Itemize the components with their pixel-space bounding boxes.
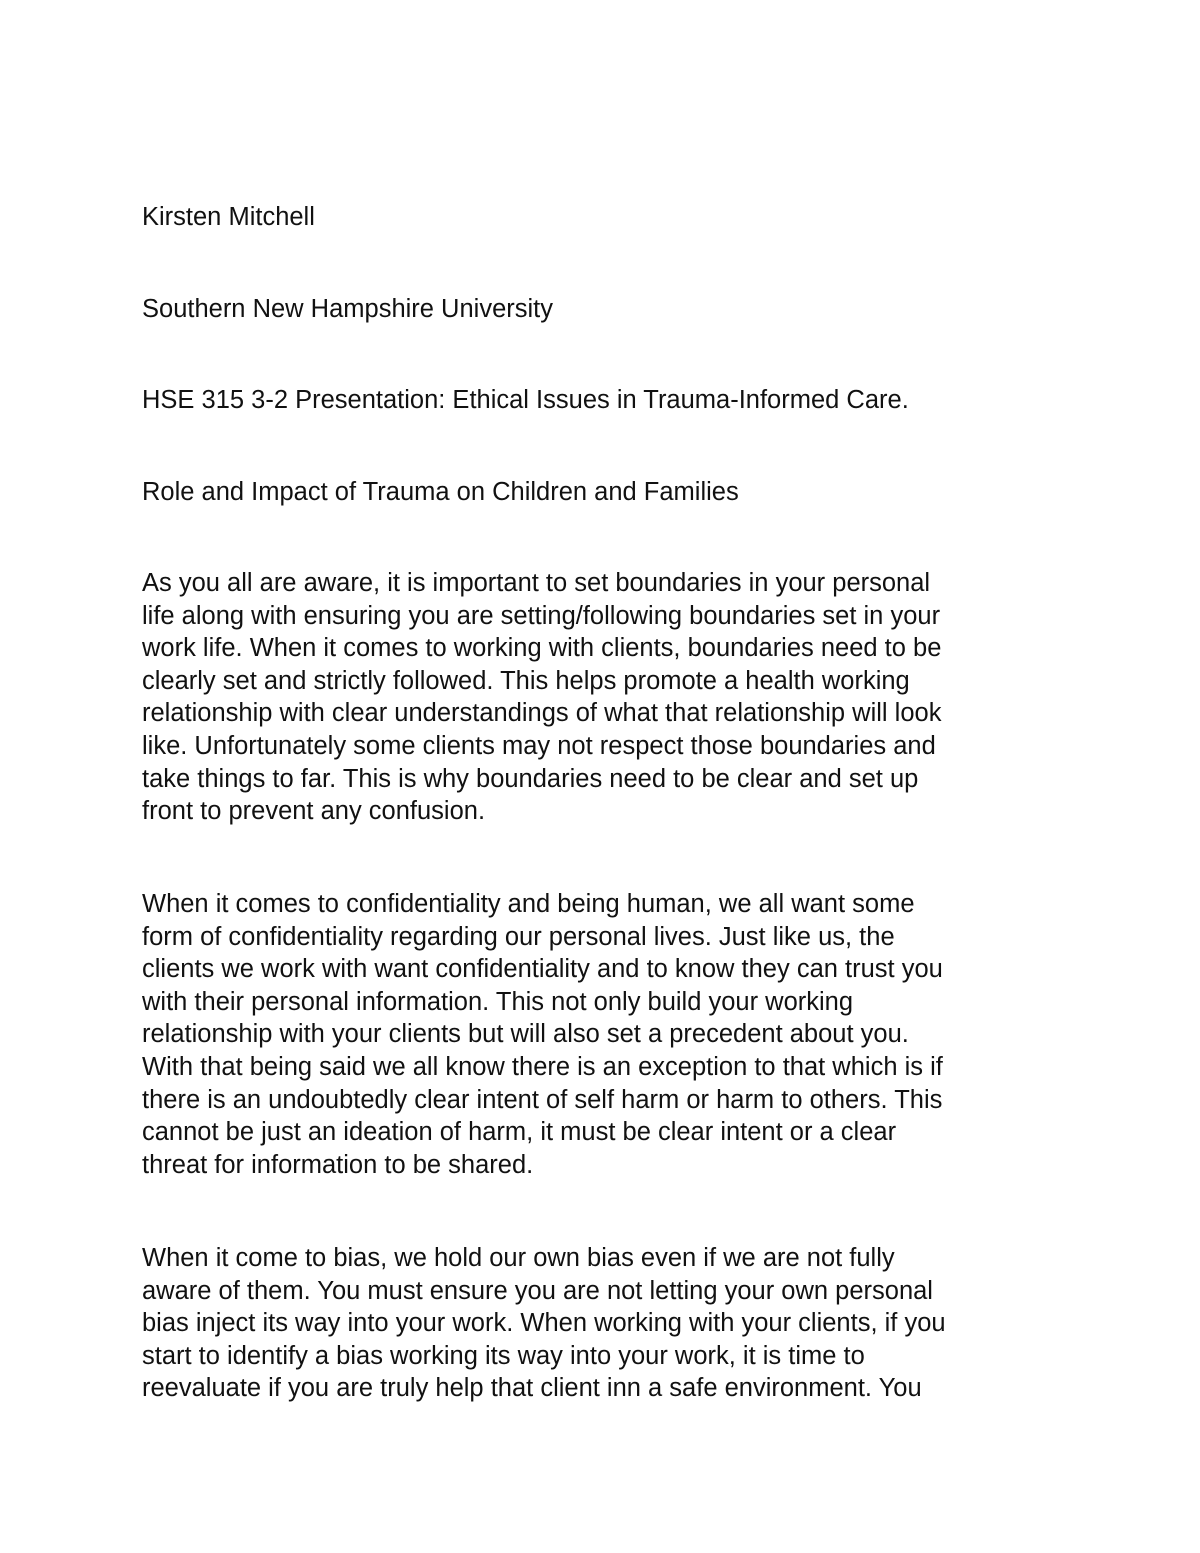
paragraph-line: life along with ensuring you are setting/following boundaries set in your — [142, 601, 941, 630]
paragraph-line: work life. When it comes to working with clients, boundaries need to be — [142, 634, 942, 663]
paragraph-line: front to prevent any confusion. — [142, 797, 486, 826]
paragraph-line: take things to far. This is why boundaries need to be clear and set up — [142, 764, 919, 793]
paragraph-line: there is an undoubtedly clear intent of self harm or harm to others. This — [142, 1085, 943, 1114]
paragraph-confidentiality — [142, 888, 1062, 1181]
paragraph-line: clients we work with want confidentiality and to know they can trust you — [142, 955, 943, 984]
paragraph-line: form of confidentiality regarding our personal lives. Just like us, the — [142, 922, 895, 951]
paragraph-bias — [142, 1242, 1062, 1405]
paragraph-line: bias inject its way into your work. When working with your clients, if you — [142, 1309, 946, 1338]
author-name: Kirsten Mitchell — [142, 203, 315, 231]
paragraph-boundaries — [142, 567, 1062, 828]
paragraph-line: As you all are aware, it is important to set boundaries in your personal — [142, 569, 931, 597]
paragraph-line: aware of them. You must ensure you are not letting your own personal — [142, 1276, 933, 1305]
paragraph-line: like. Unfortunately some clients may not respect those boundaries and — [142, 731, 936, 760]
paragraph-line: relationship with your clients but will also set a precedent about you. — [142, 1020, 909, 1049]
paragraph-line: start to identify a bias working its way into your work, it is time to — [142, 1341, 865, 1370]
paragraph-line: When it comes to confidentiality and being human, we all want some — [142, 890, 915, 918]
paragraph-line: with their personal information. This not only build your working — [142, 987, 854, 1016]
paragraph-line: clearly set and strictly followed. This helps promote a health working — [142, 666, 910, 695]
section-heading: Role and Impact of Trauma on Children and Families — [142, 478, 739, 506]
paragraph-line: reevaluate if you are truly help that client inn a safe environment. You — [142, 1374, 922, 1403]
course-title: HSE 315 3-2 Presentation: Ethical Issues in Trauma-Informed Care. — [142, 386, 909, 414]
institution-name: Southern New Hampshire University — [142, 295, 553, 323]
paragraph-line: relationship with clear understandings of what that relationship will look — [142, 699, 942, 728]
paragraph-line: threat for information to be shared. — [142, 1150, 534, 1179]
paragraph-line: When it come to bias, we hold our own bias even if we are not fully — [142, 1244, 895, 1272]
paragraph-line: With that being said we all know there is an exception to that which is if — [142, 1052, 943, 1081]
paragraph-line: cannot be just an ideation of harm, it must be clear intent or a clear — [142, 1118, 897, 1147]
